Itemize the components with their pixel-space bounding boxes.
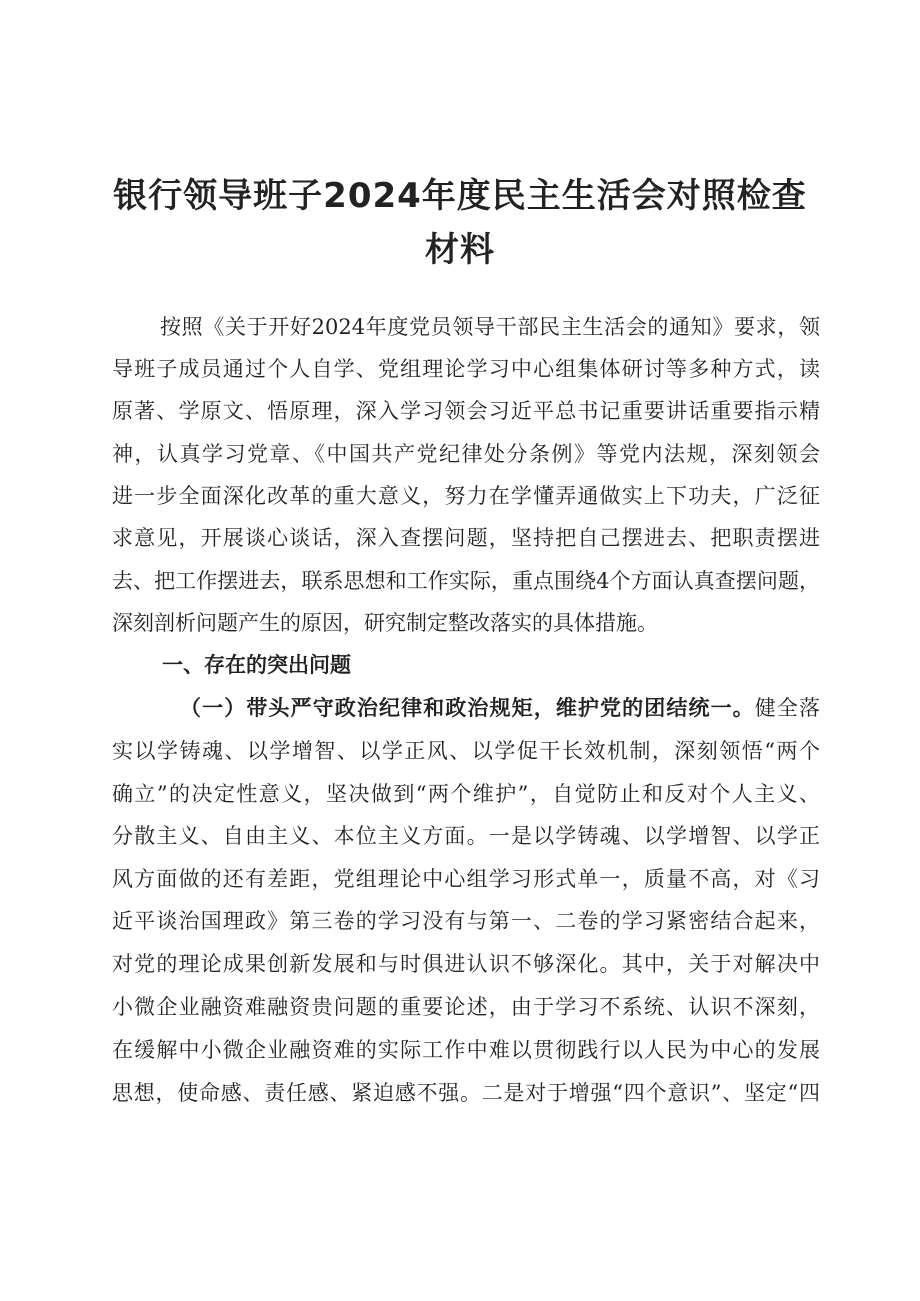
subsection-line: 思想，使命感、责任感、紧迫感不强。二是对于增强“四个意识”、坚定“四 (112, 1081, 820, 1105)
intro-line: 进一步全面深化改革的重大意义，努力在学懂弄通做实上下功夫，广泛征 (112, 484, 820, 508)
subsection-heading: （一）带头严守政治纪律和政治规矩，维护党的团结统一。 (180, 696, 755, 720)
document-title-line1: 银行领导班子2024年度民主生活会对照检查 (113, 176, 807, 216)
section-heading: 一、存在的突出问题 (162, 653, 351, 677)
subsection-line: 风方面做的还有差距，党组理论中心组学习形式单一，质量不高，对《习 (112, 867, 820, 891)
subsection-line: 分散主义、自由主义、本位主义方面。一是以学铸魂、以学增智、以学正 (112, 824, 820, 848)
subsection-line: 确立”的决定性意义，坚决做到“两个维护”，自觉防止和反对个人主义、 (112, 782, 820, 806)
subsection-line: 对党的理论成果创新发展和与时俱进认识不够深化。其中，关于对解决中 (112, 952, 820, 976)
intro-line: 导班子成员通过个人自学、党组理论学习中心组集体研讨等多种方式，读 (112, 357, 820, 381)
intro-line: 原著、学原文、悟原理，深入学习领会习近平总书记重要讲话重要指示精 (112, 399, 820, 423)
intro-line: 去、把工作摆进去，联系思想和工作实际，重点围绕4个方面认真查摆问题， (112, 569, 820, 593)
document-title-line2: 材料 (425, 230, 495, 270)
subsection-lead-text: 健全落 (754, 696, 821, 720)
intro-line: 按照《关于开好2024年度党员领导干部民主生活会的通知》要求，领 (160, 315, 820, 339)
subsection-line: 在缓解中小微企业融资难的实际工作中难以贯彻践行以人民为中心的发展 (112, 1038, 820, 1062)
subsection-line: 实以学铸魂、以学增智、以学正风、以学促干长效机制，深刻领悟“两个 (112, 739, 820, 763)
subsection-first-line (180, 693, 820, 723)
intro-line: 深刻剖析问题产生的原因，研究制定整改落实的具体措施。 (112, 611, 658, 635)
subsection-line: 近平谈治国理政》第三卷的学习没有与第一、二卷的学习紧密结合起来， (112, 909, 820, 933)
intro-line: 求意见，开展谈心谈话，深入查摆问题，坚持把自己摆进去、把职责摆进 (112, 526, 820, 550)
subsection-line: 小微企业融资难融资贵问题的重要论述，由于学习不系统、认识不深刻， (112, 995, 820, 1019)
intro-line: 神，认真学习党章、《中国共产党纪律处分条例》等党内法规，深刻领会 (112, 442, 820, 466)
